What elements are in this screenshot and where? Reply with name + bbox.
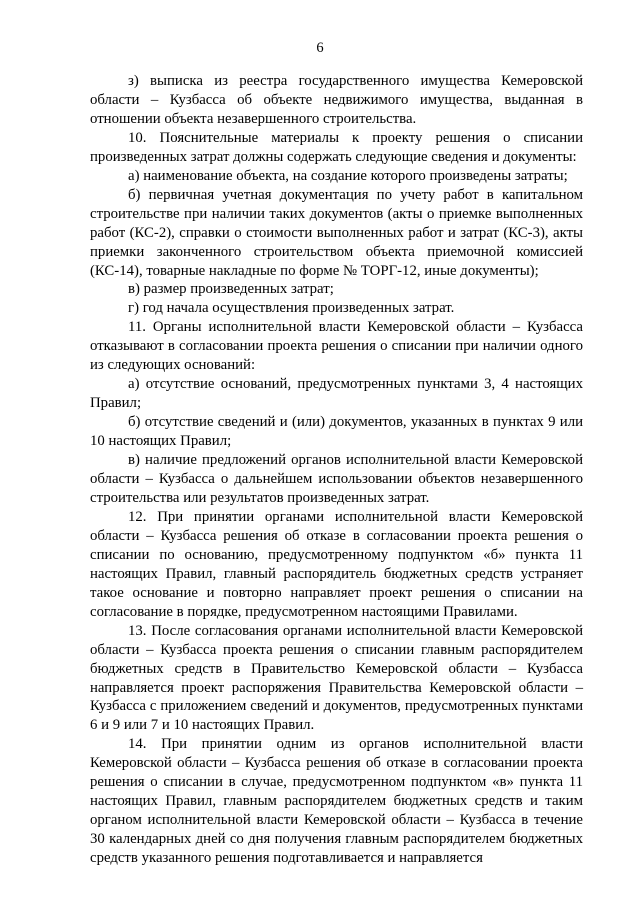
paragraph-clause-13: 13. После согласования органами исполнительной власти Кемеровской области – Кузбасса проекта решения о списании главным распорядителем бюджетных средств в Правительство Кемеровской области – Кузбасса направляется проект распоряжения Правительства Кемеровской области – Кузбасса с приложением сведений и документов, предусмотренных пунктами 6 и 9 или 7 и 10 настоящих Правил.	[90, 622, 583, 734]
paragraph-clause-11: 11. Органы исполнительной власти Кемеровской области – Кузбасса отказывают в согласовании проекта решения о списании при наличии одного из следующих оснований:	[90, 319, 583, 374]
paragraph-item-v: в) размер произведенных затрат;	[128, 281, 334, 298]
paragraph-item-v: в) наличие предложений органов исполнительной власти Кемеровской области – Кузбасса о дальнейшем использовании объектов незавершенного строительства или результатов произведенных затрат.	[90, 452, 583, 506]
paragraph-item-z: з) выписка из реестра государственного имущества Кемеровской области – Кузбасса об объекте недвижимого имущества, выданная в отношении объекта незавершенного строительства.	[90, 73, 583, 127]
paragraph-item-a: а) наименование объекта, на создание которого произведены затраты;	[128, 167, 568, 184]
paragraph-item-b: б) отсутствие сведений и (или) документов, указанных в пунктах 9 или 10 настоящих Правил;	[90, 414, 583, 450]
paragraph-item-g: г) год начала осуществления произведенных затрат.	[128, 300, 455, 317]
paragraph-clause-10: 10. Пояснительные материалы к проекту решения о списании произведенных затрат должны содержать следующие сведения и документы:	[90, 129, 583, 165]
paragraph-clause-14: 14. При принятии одним из органов исполнительной власти Кемеровской области – Кузбасса решения об отказе в согласовании проекта решения о списании в случае, предусмотренном подпунктом «в» пункта 11 настоящих Правил, главным распорядителем бюджетных средств и таким органом исполнительной власти Кемеровской области – Кузбасса в течение 30 календарных дней со дня получения главным распорядителем бюджетных средств указанного решения подготавливается и направляется	[90, 736, 583, 867]
paragraph-item-b: б) первичная учетная документация по учету работ в капитальном строительстве при наличии таких документов (акты о приемке выполненных работ (КС-2), справки о стоимости выполненных работ и затрат (КС-3), акты приемки законченного строительством объекта приемочной комиссией (КС-14), товарные накладные по форме № ТОРГ-12, иные документы);	[90, 186, 583, 279]
document-body	[90, 72, 583, 868]
paragraph-item-a: а) отсутствие оснований, предусмотренных пунктами 3, 4 настоящих Правил;	[90, 376, 583, 412]
page-number: 6	[316, 40, 324, 56]
paragraph-clause-12: 12. При принятии органами исполнительной власти Кемеровской области – Кузбасса решения об отказе в согласовании проекта решения о списании по основанию, предусмотренному подпунктом «б» пункта 11 настоящих Правил, главный распорядитель бюджетных средств устраняет такое основание и повторно направляет проект решения о списании на согласование в порядке, предусмотренном настоящими Правилами.	[90, 508, 583, 620]
